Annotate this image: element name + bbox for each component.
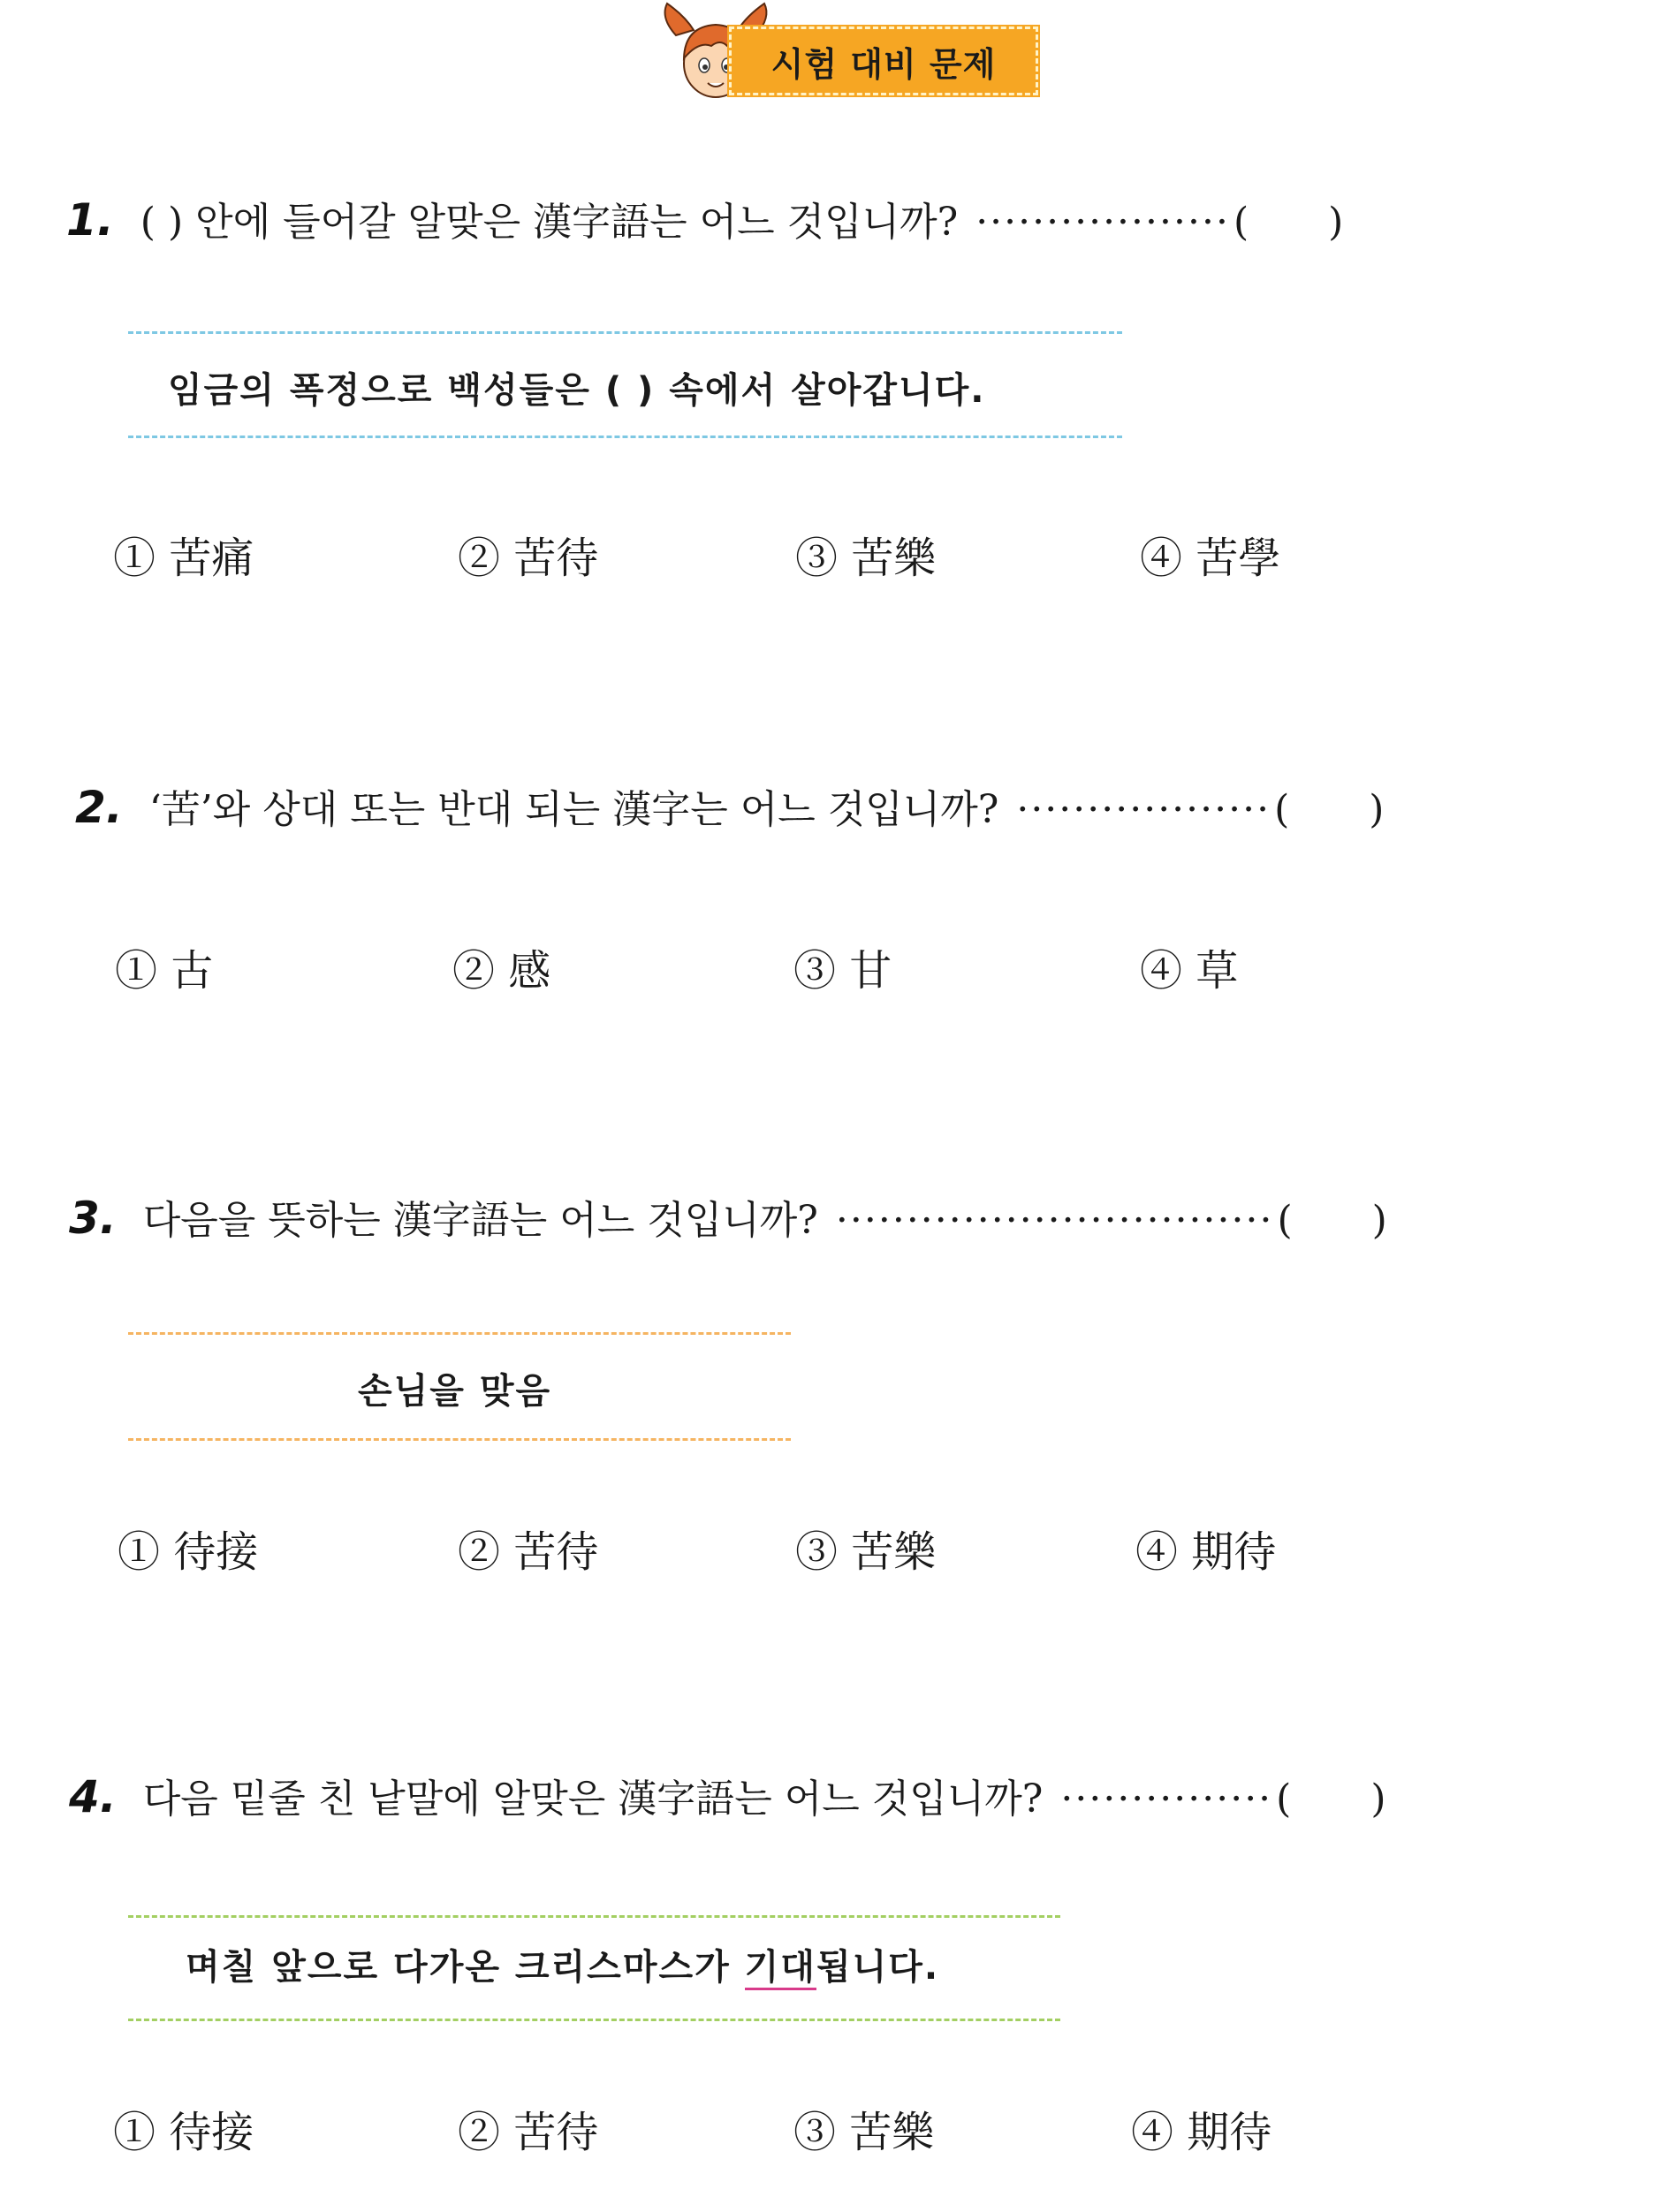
option-4[interactable]: ④ 期待 [1131, 2108, 1272, 2157]
answer-paren-open: ( [1276, 1776, 1292, 1822]
option-2[interactable]: ② 苦待 [458, 534, 599, 583]
option-2[interactable]: ② 苦待 [458, 1527, 599, 1577]
option-4[interactable]: ④ 草 [1140, 946, 1239, 996]
header [658, 0, 1047, 106]
question-4 [69, 1767, 1386, 1823]
box-bottom-divider [128, 1438, 791, 1441]
box-top-divider [128, 1915, 1060, 1918]
option-4[interactable]: ④ 期待 [1135, 1527, 1277, 1577]
example-sentence: 임금의 폭정으로 백성들은 ( ) 속에서 살아갑니다. [168, 370, 986, 411]
example-sentence [186, 1939, 939, 1989]
option-2[interactable]: ② 苦待 [458, 2108, 599, 2157]
sentence-before: 며칠 앞으로 다가온 크리스마스가 [186, 1947, 745, 1988]
question-number: 4. [69, 1771, 117, 1822]
leader-dots: ·················· [975, 200, 1230, 245]
box-top-divider [128, 331, 1122, 334]
answer-paren-close: ) [1370, 1776, 1386, 1822]
question-number: 3. [69, 1193, 117, 1244]
answer-paren-open: ( [1274, 787, 1290, 832]
question-text: ‘苦’와 상대 또는 반대 되는 漢字는 어느 것입니까? [148, 787, 999, 832]
option-1[interactable]: ① 苦痛 [113, 534, 254, 583]
option-3[interactable]: ③ 甘 [793, 946, 892, 996]
answer-paren-close: ) [1328, 200, 1344, 245]
option-2[interactable]: ② 感 [452, 946, 551, 996]
answer-paren-close: ) [1369, 787, 1385, 832]
underlined-word: 기대 [745, 1947, 816, 1990]
option-3[interactable]: ③ 苦樂 [793, 2108, 935, 2157]
answer-paren-open: ( [1277, 1198, 1293, 1243]
option-1[interactable]: ① 待接 [118, 1527, 259, 1577]
leader-dots: ······························· [835, 1198, 1274, 1243]
question-text: 다음 밑줄 친 낱말에 알맞은 漢字語는 어느 것입니까? [142, 1776, 1044, 1822]
box-top-divider [128, 1332, 791, 1335]
leader-dots: ·················· [1016, 787, 1271, 832]
leader-dots: ··············· [1060, 1776, 1273, 1822]
answer-paren-open: ( [1233, 200, 1249, 245]
question-3 [69, 1188, 1387, 1245]
box-bottom-divider [128, 2019, 1060, 2021]
question-text: 다음을 뜻하는 漢字語는 어느 것입니까? [142, 1198, 818, 1243]
sentence-after: 됩니다. [816, 1947, 940, 1988]
option-1[interactable]: ① 待接 [113, 2108, 254, 2157]
question-number: 1. [66, 194, 114, 246]
question-text: ( ) 안에 들어갈 알맞은 漢字語는 어느 것입니까? [140, 200, 959, 245]
answer-paren-close: ) [1371, 1198, 1387, 1243]
question-1 [66, 190, 1343, 246]
option-4[interactable]: ④ 苦學 [1140, 534, 1281, 583]
page-title: 시험 대비 문제 [729, 27, 1038, 95]
option-3[interactable]: ③ 苦樂 [795, 534, 937, 583]
option-1[interactable]: ① 古 [115, 946, 214, 996]
box-bottom-divider [128, 436, 1122, 438]
question-2 [75, 777, 1384, 834]
definition-text: 손님을 맞음 [358, 1371, 552, 1412]
option-3[interactable]: ③ 苦樂 [795, 1527, 937, 1577]
question-number: 2. [75, 782, 123, 833]
